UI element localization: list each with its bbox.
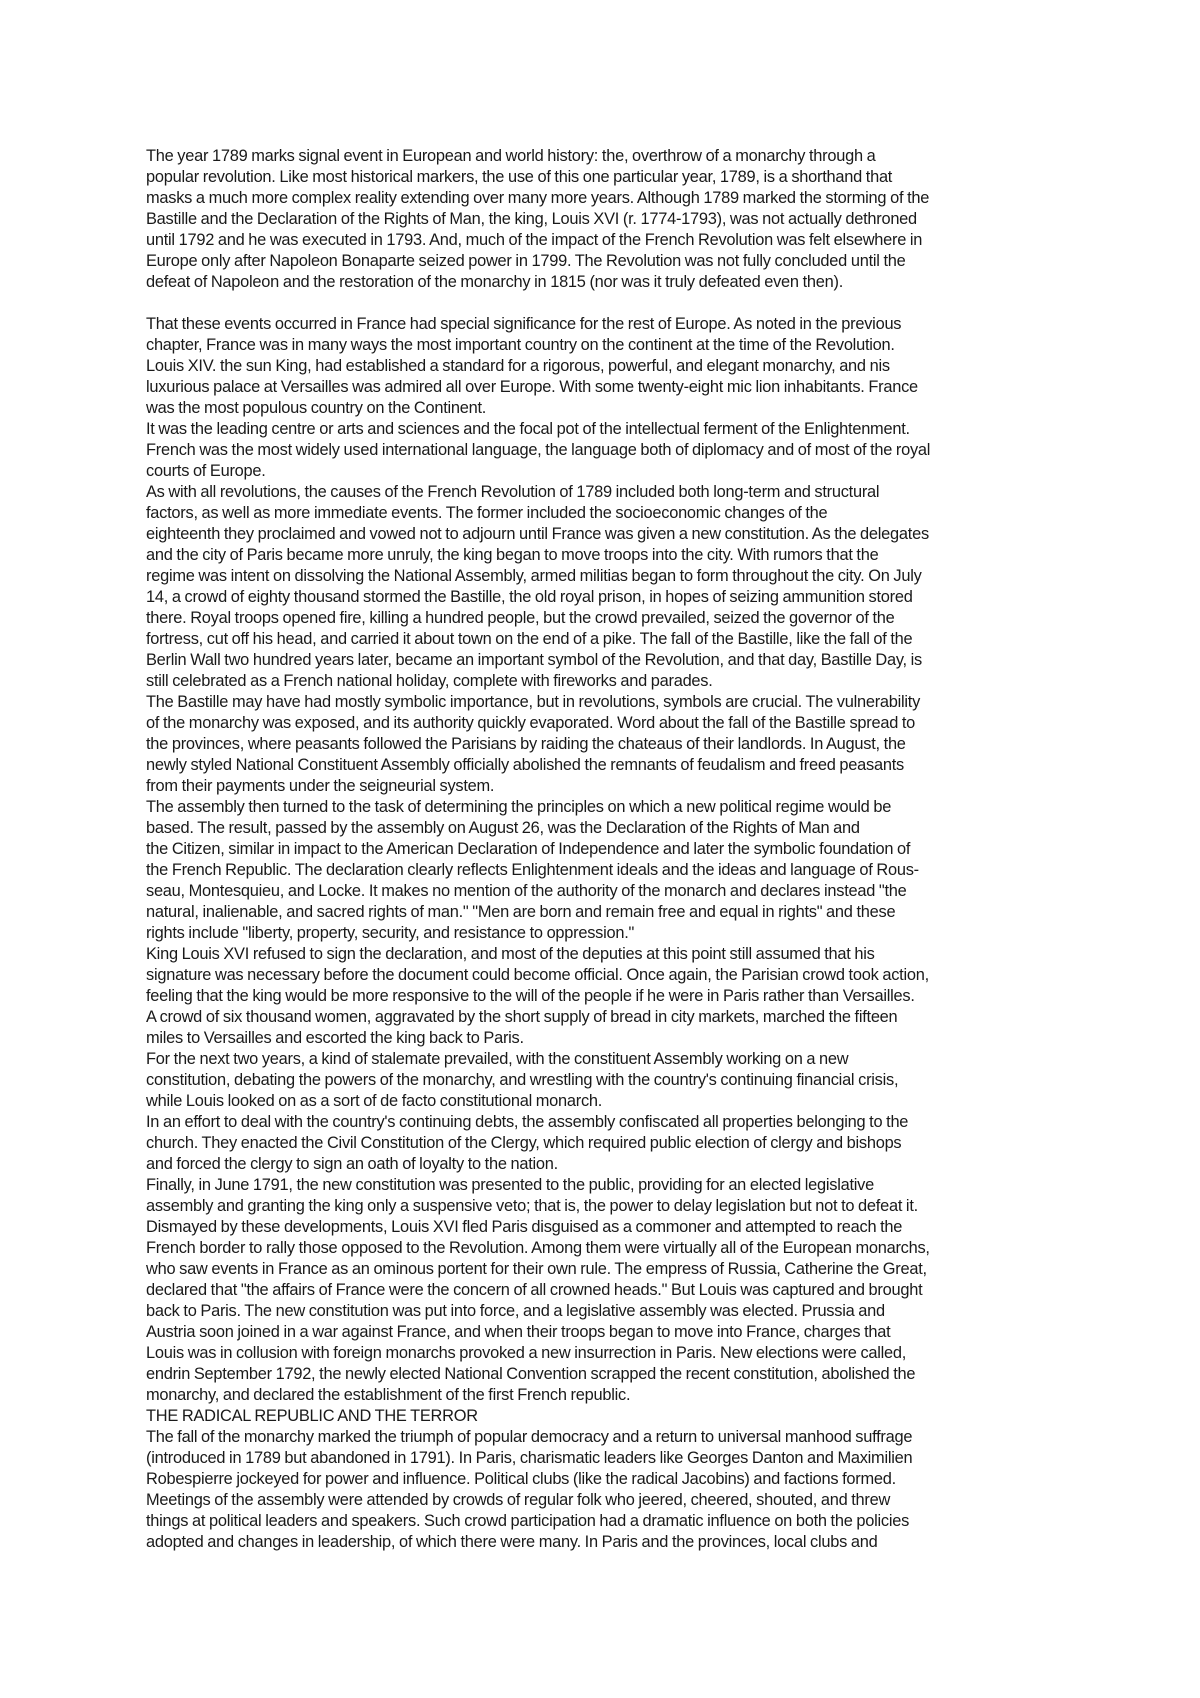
text-line: assembly and granting the king only a suspensive veto; that is, the power to delay legislation but not to defeat it. (146, 1197, 918, 1215)
text-line: The assembly then turned to the task of determining the principles on which a new political regime would be (146, 798, 892, 816)
text-line: Europe only after Napoleon Bonaparte seized power in 1799. The Revolution was not fully concluded until the (146, 252, 906, 270)
text-line: Austria soon joined in a war against France, and when their troops began to move into France, charges that (146, 1323, 891, 1341)
text-line: French border to rally those opposed to the Revolution. Among them were virtually all of the European monarchs, (146, 1239, 930, 1257)
text-line: constitution, debating the powers of the monarchy, and wrestling with the country's continuing financial crisis, (146, 1071, 899, 1089)
text-line: The year 1789 marks signal event in European and world history: the, overthrow of a monarchy through a (146, 147, 876, 165)
text-line: popular revolution. Like most historical markers, the use of this one particular year, 1789, is a shorthand that (146, 168, 893, 186)
document-body-text (146, 146, 1066, 1553)
text-line: the French Republic. The declaration clearly reflects Enlightenment ideals and the ideas and language of Rous- (146, 861, 919, 879)
text-line: signature was necessary before the document could become official. Once again, the Parisian crowd took action, (146, 966, 929, 984)
text-line: back to Paris. The new constitution was put into force, and a legislative assembly was elected. Prussia and (146, 1302, 885, 1320)
text-line: things at political leaders and speakers. Such crowd participation had a dramatic influence on both the policies (146, 1512, 910, 1530)
text-line: Louis was in collusion with foreign monarchs provoked a new insurrection in Paris. New elections were called, (146, 1344, 907, 1362)
text-line: THE RADICAL REPUBLIC AND THE TERROR (146, 1407, 478, 1425)
paragraph-gap (146, 293, 1066, 314)
text-line: 14, a crowd of eighty thousand stormed the Bastille, the old royal prison, in hopes of seizing ammunition stored (146, 588, 913, 606)
text-line: there. Royal troops opened fire, killing a hundred people, but the crowd prevailed, seized the governor of the (146, 609, 895, 627)
text-line: of the monarchy was exposed, and its authority quickly evaporated. Word about the fall of the Bastille spread to (146, 714, 916, 732)
text-line: feeling that the king would be more responsive to the will of the people if he were in Paris rather than Versailles. (146, 987, 915, 1005)
text-line: Bastille and the Declaration of the Rights of Man, the king, Louis XVI (r. 1774-1793), was not actually dethroned (146, 210, 917, 228)
text-line: A crowd of six thousand women, aggravated by the short supply of bread in city markets, marched the fifteen (146, 1008, 898, 1026)
text-line: The fall of the monarchy marked the triumph of popular democracy and a return to universal manhood suffrage (146, 1428, 913, 1446)
text-line: endrin September 1792, the newly elected National Convention scrapped the recent constitution, abolished the (146, 1365, 916, 1383)
text-line: In an effort to deal with the country's continuing debts, the assembly confiscated all properties belonging to the (146, 1113, 909, 1131)
text-line: based. The result, passed by the assembly on August 26, was the Declaration of the Rights of Man and (146, 819, 860, 837)
text-line: chapter, France was in many ways the most important country on the continent at the time of the Revolution. (146, 336, 895, 354)
text-line: was the most populous country on the Continent. (146, 399, 487, 417)
text-line: from their payments under the seigneurial system. (146, 777, 495, 795)
text-line: French was the most widely used international language, the language both of diplomacy and of most of the royal (146, 441, 931, 459)
text-line: seau, Montesquieu, and Locke. It makes no mention of the authority of the monarch and declares instead "the (146, 882, 907, 900)
text-line: natural, inalienable, and sacred rights of man." "Men are born and remain free and equal in rights" and these (146, 903, 896, 921)
text-line: courts of Europe. (146, 462, 266, 480)
text-line: luxurious palace at Versailles was admired all over Europe. With some twenty-eight mic lion inhabitants. France (146, 378, 918, 396)
text-line: the Citizen, similar in impact to the American Declaration of Independence and later the symbolic foundation of (146, 840, 911, 858)
text-line: Meetings of the assembly were attended by crowds of regular folk who jeered, cheered, shouted, and threw (146, 1491, 891, 1509)
text-line: church. They enacted the Civil Constitution of the Clergy, which required public election of clergy and bishops (146, 1134, 902, 1152)
text-line: and the city of Paris became more unruly, the king began to move troops into the city. With rumors that the (146, 546, 879, 564)
text-line: It was the leading centre or arts and sciences and the focal pot of the intellectual ferment of the Enlightenment. (146, 420, 910, 438)
text-line: factors, as well as more immediate events. The former included the socioeconomic changes of the (146, 504, 828, 522)
text-line: and forced the clergy to sign an oath of loyalty to the nation. (146, 1155, 558, 1173)
text-line: the provinces, where peasants followed the Parisians by raiding the chateaus of their landlords. In August, the (146, 735, 906, 753)
text-line: newly styled National Constituent Assembly officially abolished the remnants of feudalism and freed peasants (146, 756, 904, 774)
text-line: declared that "the affairs of France were the concern of all crowned heads." But Louis was captured and brought (146, 1281, 923, 1299)
text-line: while Louis looked on as a sort of de facto constitutional monarch. (146, 1092, 603, 1110)
text-line: King Louis XVI refused to sign the declaration, and most of the deputies at this point still assumed that his (146, 945, 875, 963)
text-line: Finally, in June 1791, the new constitution was presented to the public, providing for an elected legislative (146, 1176, 874, 1194)
text-line: (introduced in 1789 but abandoned in 1791). In Paris, charismatic leaders like Georges Danton and Maximilien (146, 1449, 913, 1467)
text-line: masks a much more complex reality extending over many more years. Although 1789 marked the storming of the (146, 189, 930, 207)
text-line: regime was intent on dissolving the National Assembly, armed militias began to form throughout the city. On July (146, 567, 922, 585)
text-line: miles to Versailles and escorted the king back to Paris. (146, 1029, 524, 1047)
text-line: That these events occurred in France had special significance for the rest of Europe. As noted in the previous (146, 315, 902, 333)
text-line: Louis XIV. the sun King, had established a standard for a rigorous, powerful, and elegant monarchy, and nis (146, 357, 890, 375)
text-line: adopted and changes in leadership, of which there were many. In Paris and the provinces, local clubs and (146, 1533, 878, 1551)
text-line: The Bastille may have had mostly symbolic importance, but in revolutions, symbols are crucial. The vulnerability (146, 693, 921, 711)
text-line: For the next two years, a kind of stalemate prevailed, with the constituent Assembly working on a new (146, 1050, 849, 1068)
text-line: Dismayed by these developments, Louis XVI fled Paris disguised as a commoner and attempted to reach the (146, 1218, 903, 1236)
text-line: who saw events in France as an ominous portent for their own rule. The empress of Russia, Catherine the Great, (146, 1260, 927, 1278)
text-line: Robespierre jockeyed for power and influence. Political clubs (like the radical Jacobins) and factions formed. (146, 1470, 896, 1488)
text-line: fortress, cut off his head, and carried it about town on the end of a pike. The fall of the Bastille, like the fall of the (146, 630, 913, 648)
text-line: As with all revolutions, the causes of the French Revolution of 1789 included both long-term and structural (146, 483, 880, 501)
text-line: monarchy, and declared the establishment of the first French republic. (146, 1386, 631, 1404)
text-line: defeat of Napoleon and the restoration of the monarchy in 1815 (nor was it truly defeated even then). (146, 273, 844, 291)
text-line: until 1792 and he was executed in 1793. And, much of the impact of the French Revolution was felt elsewhere in (146, 231, 923, 249)
text-line: rights include "liberty, property, security, and resistance to oppression." (146, 924, 635, 942)
text-line: eighteenth they proclaimed and vowed not to adjourn until France was given a new constitution. As the delegates (146, 525, 929, 543)
text-line: still celebrated as a French national holiday, complete with fireworks and parades. (146, 672, 713, 690)
text-line: Berlin Wall two hundred years later, became an important symbol of the Revolution, and that day, Bastille Day, is (146, 651, 923, 669)
